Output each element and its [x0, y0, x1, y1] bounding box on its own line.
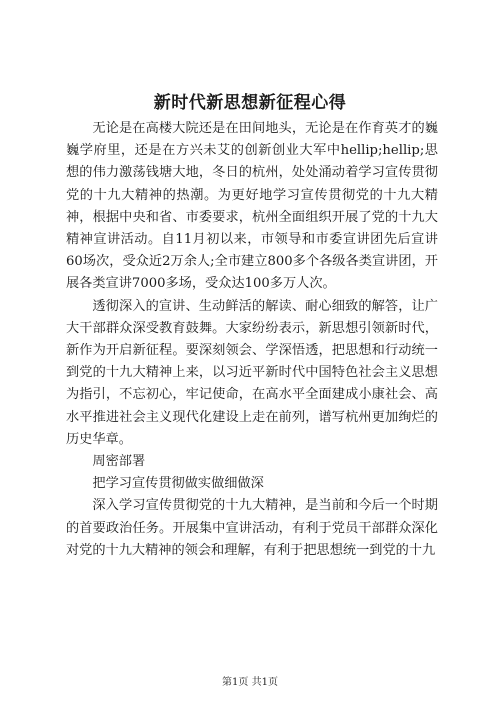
document-body: [66, 118, 438, 562]
document-title: 新时代新思想新征程心得: [153, 93, 347, 113]
paragraph-2: 透彻深入的宣讲、生动鲜活的解读、耐心细致的解答，让广大干部群众深受教育鼓舞。大家纷纷表示，新思想引领新时代，新作为开启新征程。要深刻领会、学深悟透，把思想和行动统一到党的十九大精神上来，以习近平新时代中国特色社会主义思想为指引，不忘初心，牢记使命，在高水平全面建成小康社会、高水平推进社会主义现代化建设上走在前列，谱写杭州更加绚烂的历史华章。: [66, 298, 438, 447]
section-heading: 周密部署: [92, 454, 146, 470]
page-footer: 第1页 共1页: [222, 677, 278, 688]
paragraph-3: 深入学习宣传贯彻党的十九大精神，是当前和今后一个时期的首要政治任务。开展集中宣讲活动，有利于党员干部群众深化对党的十九大精神的领会和理解，有利于把思想统一到党的十九: [66, 498, 438, 558]
paragraph-1: 无论是在高楼大院还是在田间地头，无论是在作育英才的巍巍学府里，还是在方兴未艾的创新创业大军中hellip;hellip;思想的伟力激荡钱塘大地，冬日的杭州，处处涌动着学习宣传贯彻党的十九大精神的热潮。为更好地学习宣传贯彻党的十九大精神，根据中央和省、市委要求，杭州全面组织开展了党的十九大精神宣讲活动。自11月初以来，市领导和市委宣讲团先后宣讲60场次，受众近2万余人;全市建立800多个各级各类宣讲团，开展各类宣讲7000多场，受众达100多万人次。: [66, 121, 438, 292]
section-subheading: 把学习宣传贯彻做实做细做深: [92, 476, 264, 492]
